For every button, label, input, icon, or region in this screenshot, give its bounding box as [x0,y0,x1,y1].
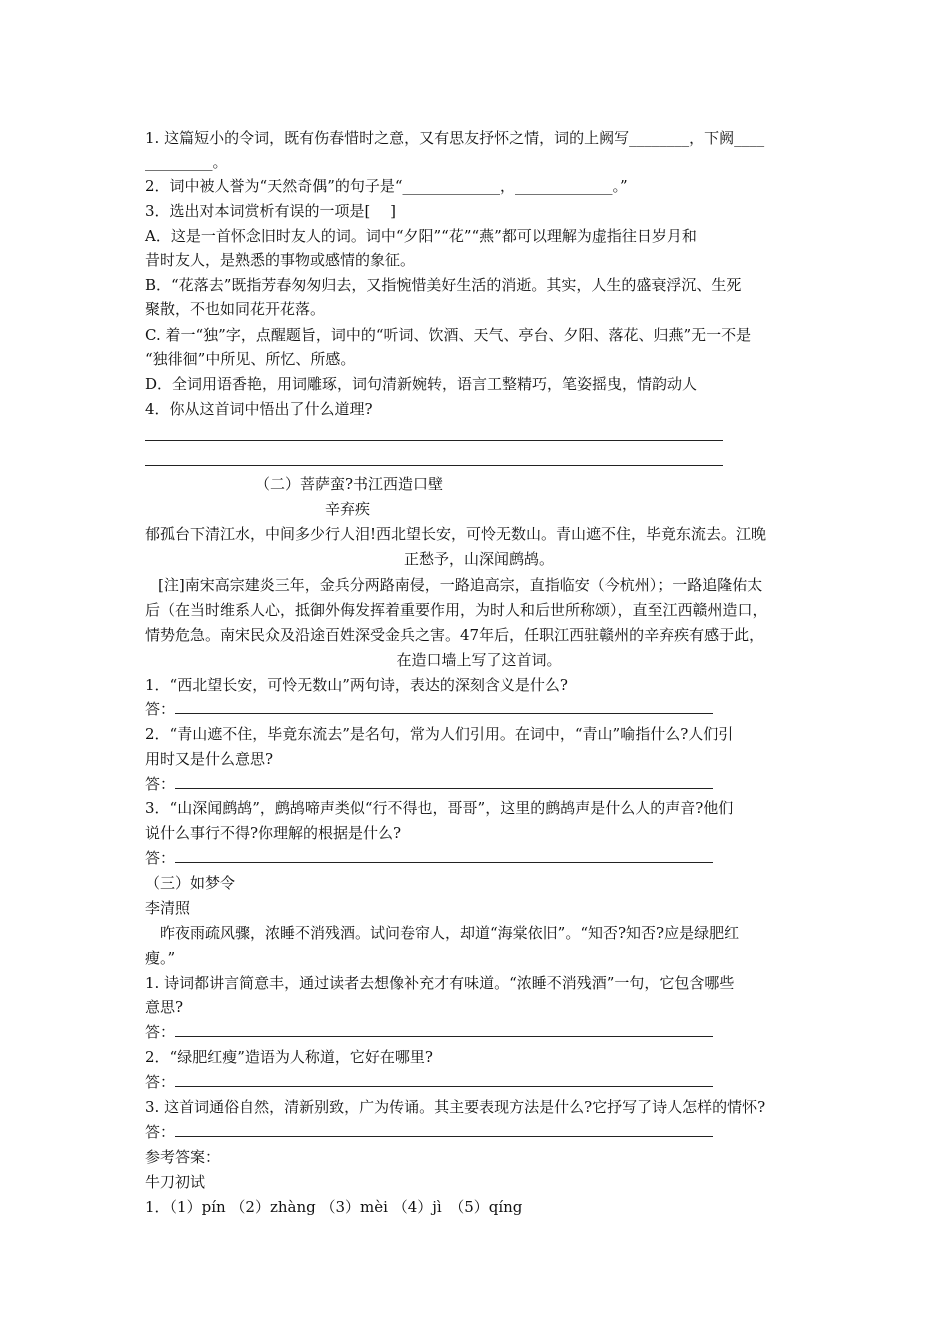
answer-blank [175,1072,713,1087]
answer-label: 答： [145,1073,176,1091]
s1-option-b-line2: 聚散，不也如同花开花落。 [145,300,326,318]
section2-q1: 1．“西北望长安，可怜无数山”两句诗，表达的深刻含义是什么? [145,676,568,694]
section3-title: （三）如梦令 [145,874,236,892]
answer-label: 答： [145,1023,176,1041]
s1-q1-line1: 1. 这篇短小的令词，既有伤春惜时之意，又有思友抒怀之情，词的上阙写________，下阙____ [145,129,765,147]
answer-line [145,440,723,441]
reference-answer-line1: 1．（1）pín （2）zhàng （3）mèi （4）jì （5）qíng [145,1198,523,1216]
section3-q3: 3. 这首词通俗自然，清新别致，广为传诵。其主要表现方法是什么?它抒写了诗人怎样的情怀? [145,1098,766,1116]
s1-option-a-line2: 昔时友人，是熟悉的事物或感情的象征。 [145,251,416,269]
s1-option-b-line1: B．“花落去”既指芳春匆匆归去，又指惋惜美好生活的消逝。其实，人生的盛衰浮沉、生死 [145,276,742,294]
section2-poem-line2: 正愁予，山深闻鹧鸪。 [403,550,554,568]
answer-row [145,774,813,794]
answer-row [145,1022,813,1042]
section3-author: 李清照 [145,899,191,917]
answer-blank [175,774,713,789]
s1-q4: 4．你从这首词中悟出了什么道理? [145,400,373,418]
s1-q2: 2．词中被人誉为“天然奇偶”的句子是“_____________，_____________。” [145,177,628,195]
answer-label: 答： [145,849,176,867]
answer-label: 答： [145,700,176,718]
section2-note-line1: [注]南宋高宗建炎三年，金兵分两路南侵，一路追高宗，直指临安（今杭州）；一路追隆佑太 [158,576,763,594]
answer-row [145,1072,813,1092]
reference-answers-heading: 参考答案： [145,1148,221,1166]
section2-note-line3: 情势危急。南宋民众及沿途百姓深受金兵之害。47年后，任职江西驻赣州的辛弃疾有感于此， [145,626,765,644]
reference-subheading: 牛刀初试 [145,1173,206,1191]
answer-blank [175,1122,713,1137]
section2-author: 辛弃疾 [325,500,371,518]
s1-option-c-line2: “独徘徊”中所见、所忆、所感。 [145,350,356,368]
section2-note-line4: 在造口墙上写了这首词。 [396,651,562,669]
section2-poem-line1: 郁孤台下清江水，中间多少行人泪!西北望长安，可怜无数山。青山遮不住，毕竟东流去。江晚 [145,525,767,543]
section2-note-line2: 后（在当时维系人心，抵御外侮发挥着重要作用，为时人和后世所称颂），直至江西赣州造口， [145,601,768,619]
section3-q2: 2．“绿肥红瘦”造语为人称道，它好在哪里? [145,1048,433,1066]
section3-poem-line1: 昨夜雨疏风骤，浓睡不消残酒。试问卷帘人，却道“海棠依旧”。“知否?知否?应是绿肥红 [160,924,740,942]
section2-q3-line1: 3．“山深闻鹧鸪”，鹧鸪啼声类似“行不得也，哥哥”，这里的鹧鸪声是什么人的声音?他们 [145,799,734,817]
section3-q1-line2: 意思? [145,998,184,1016]
section3-poem-line2: 瘦。” [145,949,176,967]
answer-blank [175,848,713,863]
answer-row [145,699,813,719]
s1-option-a-line1: A．这是一首怀念旧时友人的词。词中“夕阳”“花”“燕”都可以理解为虚指往日岁月和 [145,227,697,245]
s1-q1-line2: _________。 [145,153,228,171]
section2-title: （二）菩萨蛮?书江西造口壁 [255,475,444,493]
answer-row [145,1122,813,1142]
section3-q1-line1: 1. 诗词都讲言简意丰，通过读者去想像补充才有味道。“浓睡不消残酒”一句，它包含哪些 [145,974,735,992]
section2-q3-line2: 说什么事行不得?你理解的根据是什么? [145,824,402,842]
answer-blank [175,1022,713,1037]
answer-label: 答： [145,1123,176,1141]
s1-option-d: D．全词用语香艳，用词雕琢，词句清新婉转，语言工整精巧，笔姿摇曳，情韵动人 [145,375,698,393]
answer-row [145,848,813,868]
answer-blank [175,699,713,714]
section2-q2-line1: 2．“青山遮不住，毕竟东流去”是名句，常为人们引用。在词中，“青山”喻指什么?人们引 [145,725,734,743]
answer-line [145,465,723,466]
section2-q2-line2: 用时又是什么意思? [145,750,274,768]
answer-label: 答： [145,775,176,793]
s1-q3: 3．选出对本词赏析有误的一项是[ ] [145,202,397,220]
s1-option-c-line1: C. 着一“独”字，点醒题旨，词中的“听词、饮酒、天气、亭台、夕阳、落花、归燕”无一不是 [145,326,752,344]
